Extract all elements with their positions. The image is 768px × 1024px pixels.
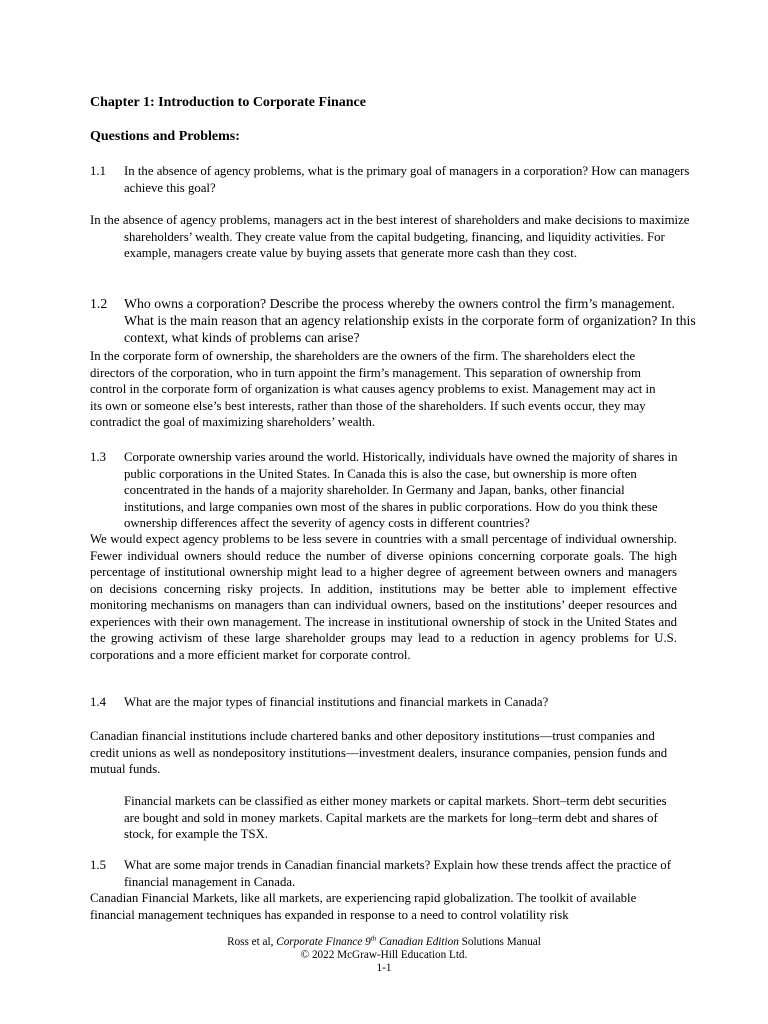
footer-copyright: © 2022 McGraw-Hill Education Ltd. — [300, 949, 468, 961]
question-number: 1.2 — [90, 296, 108, 311]
question-text: Corporate ownership varies around the world. Historically, individuals have owned the majority of shares in public corporations in the United States. In Canada this is also the case, but ownership is more often concentrated in the hands of a majority shareholder. In Germany and Japan, banks, other financial institutions, and large companies own most of the shares in public corporations. How do you think these ownership differences affect the severity of agency costs in different countries? — [124, 450, 678, 530]
question-1-5 — [90, 857, 699, 890]
question-1-2 — [90, 295, 699, 346]
page-footer — [0, 936, 768, 975]
question-number: 1.4 — [90, 695, 106, 709]
answer-1-4: Canadian financial institutions include chartered banks and other depository institutions—trust companies and credit unions as well as nondepository institutions—investment dealers, insurance companies, pension funds and mutual funds. — [90, 729, 668, 776]
question-text: What are some major trends in Canadian financial markets? Explain how these trends affect the practice of financial management in Canada. — [124, 858, 671, 889]
book-title: Corporate Finance 9th Canadian Edition — [276, 934, 459, 948]
chapter-title: Chapter 1: Introduction to Corporate Finance — [90, 95, 366, 110]
question-text: In the absence of agency problems, what is the primary goal of managers in a corporation? How can managers achieve this goal? — [124, 164, 690, 195]
answer-1-4-markets: Financial markets can be classified as either money markets or capital markets. Short–term debt securities are bought and sold in money markets. Capital markets are the markets for long–term debt and shares of stock, for example the TSX. — [124, 794, 667, 841]
page-number: 1-1 — [376, 962, 392, 974]
section-title: Questions and Problems: — [90, 129, 240, 144]
question-1-4 — [90, 694, 704, 711]
question-number: 1.3 — [90, 450, 106, 464]
question-1-1 — [90, 163, 699, 196]
answer-1-2: In the corporate form of ownership, the shareholders are the owners of the firm. The shareholders elect the directors of the corporation, who in turn appoint the firm’s management. This separation of ownership from control in the corporate form of organization is what causes agency problems to exist. Management may act in its own or someone else’s best interests, rather than those of the shareholders. If such events occur, they may contradict the goal of maximizing shareholders’ wealth. — [90, 349, 656, 429]
question-text: What are the major types of financial institutions and financial markets in Canada? — [124, 695, 549, 709]
question-1-3 — [90, 449, 687, 532]
question-number: 1.1 — [90, 164, 106, 178]
question-number: 1.5 — [90, 858, 106, 872]
answer-1-1: In the absence of agency problems, managers act in the best interest of shareholders and make decisions to maximize shareholders’ wealth. They create value from the capital budgeting, financing, and liquidity activities. For example, managers create value by buying assets that generate more cash than they cost. — [90, 213, 690, 260]
answer-1-5: Canadian Financial Markets, like all markets, are experiencing rapid globalization. The toolkit of available financial management techniques has expanded in response to a need to control volatility risk — [90, 891, 637, 922]
question-text: Who owns a corporation? Describe the process whereby the owners control the firm’s management. What is the main reason that an agency relationship exists in the corporate form of organization? In this context, what kinds of problems can arise? — [124, 296, 696, 345]
answer-1-3: We would expect agency problems to be less severe in countries with a small percentage of individual ownership. Fewer individual owners should reduce the number of diverse opinions concerning corporate goals. The high percentage of institutional ownership might lead to a higher degree of agreement between owners and managers on decisions concerning risky projects. In addition, institutions may be better able to implement effective monitoring mechanisms on managers than can individual owners, based on the institutions’ deeper resources and experiences with their own management. The increase in institutional ownership of stock in the United States and the growing activism of these large shareholder groups may lead to a reduction in agency problems for U.S. corporations and a more efficient market for corporate control. — [90, 532, 677, 662]
footer-citation: Ross et al, Corporate Finance 9th Canadian Edition Solutions Manual — [227, 934, 541, 948]
